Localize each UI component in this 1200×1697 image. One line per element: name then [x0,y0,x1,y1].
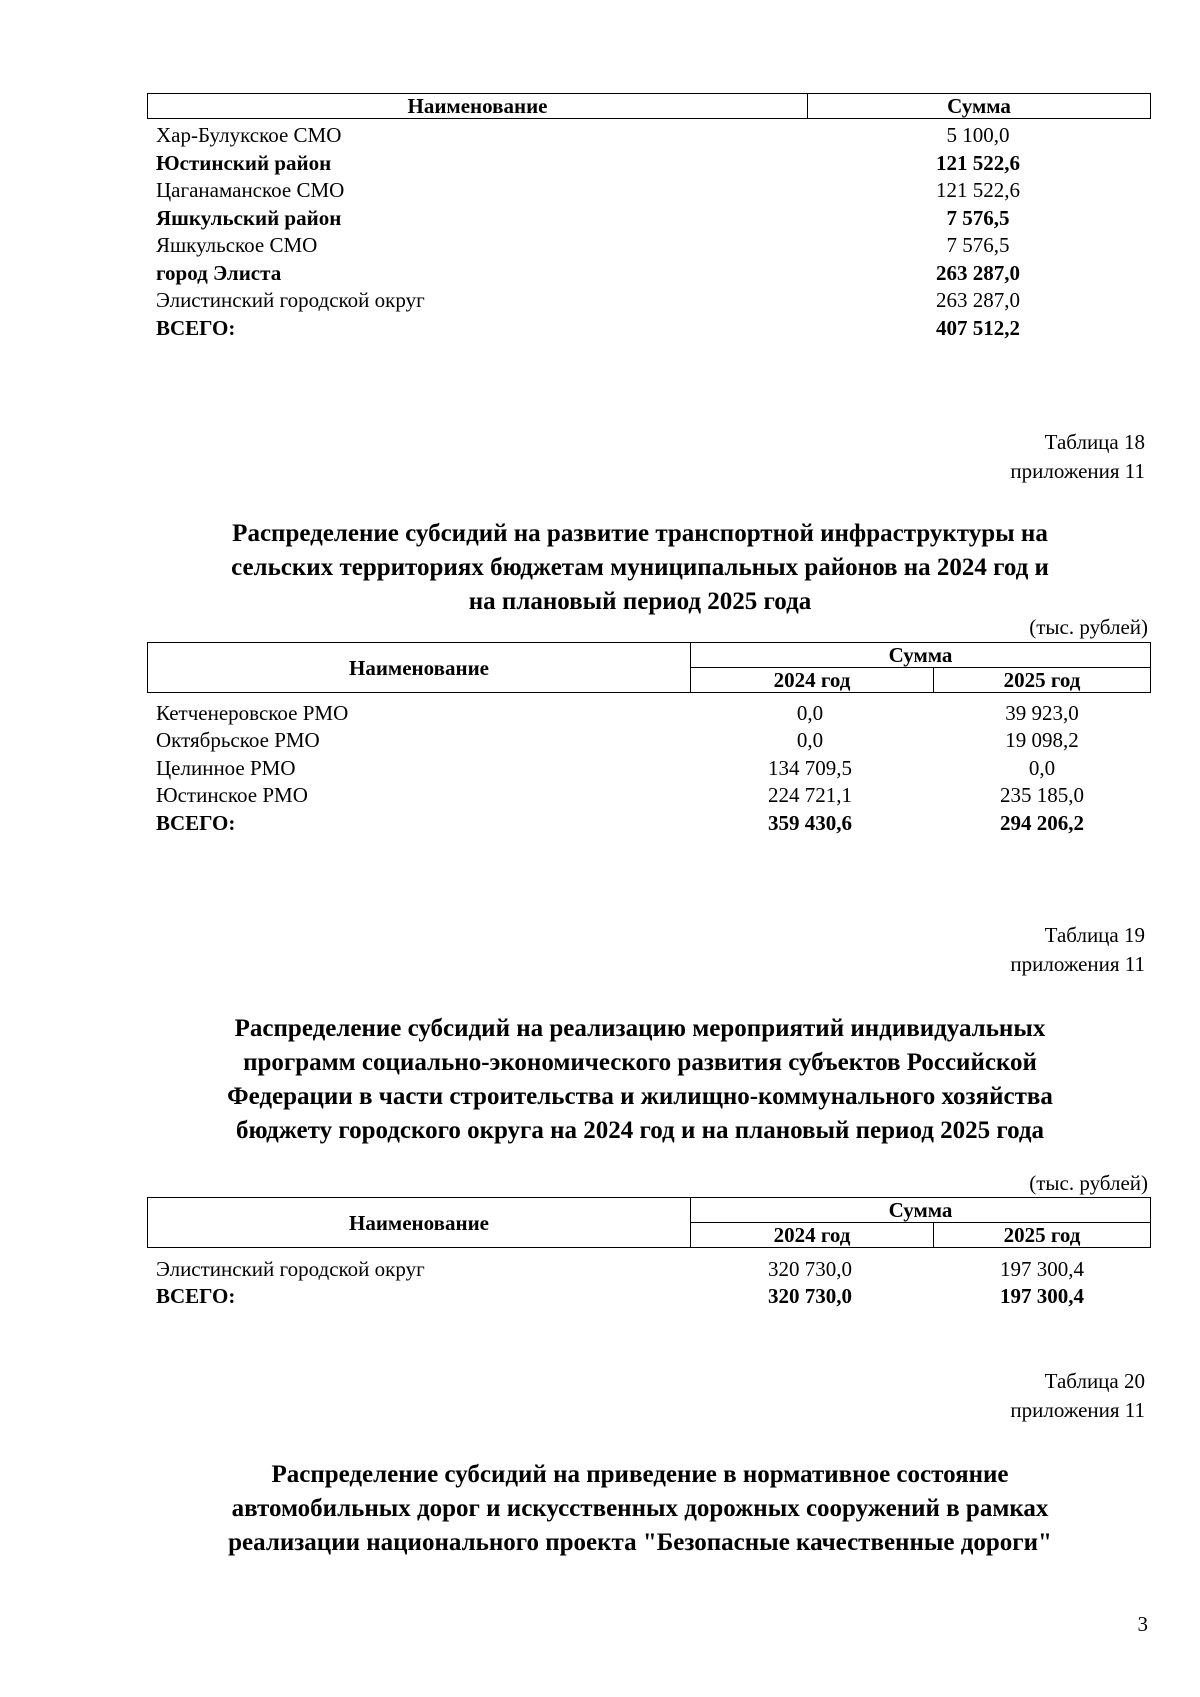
table-row [0,287,1200,314]
table19-header [147,1197,1151,1248]
table-row [0,755,1200,782]
table-row [0,260,1200,287]
row-value: 121 522,6 [936,151,1020,175]
table19-appendix: приложения 11 [1010,952,1145,976]
top-table-header [147,93,1151,119]
row-name: ВСЕГО: [156,1284,236,1308]
table-row [0,700,1200,727]
table19-header-2024: 2024 год [691,1223,934,1248]
table-row [0,1256,1200,1283]
table19-title [140,1012,1140,1148]
row-name: Элистинский городской округ [156,288,425,312]
table-row [0,122,1200,149]
row-value: 263 287,0 [936,261,1020,285]
title-line: автомобильных дорог и искусственных дорожных сооружений в рамках [231,1495,1049,1522]
table-row [0,150,1200,177]
table-row [0,232,1200,259]
row-name: Юстинское РМО [156,783,308,807]
title-line: реализации национального проекта "Безопасные качественные дороги" [228,1529,1052,1556]
row-value-2025: 0,0 [1028,756,1056,780]
table20-label: Таблица 20 [1044,1369,1145,1393]
table18-caption [1010,428,1145,486]
table19-label: Таблица 19 [1044,923,1145,947]
title-line: на плановый период 2025 года [468,588,812,615]
table-row [0,782,1200,809]
row-value: 121 522,6 [936,178,1020,202]
row-value: 7 576,5 [946,206,1010,230]
row-value: 263 287,0 [936,288,1020,312]
row-name: Элистинский городской округ [156,1257,425,1281]
top-header-sum: Сумма [808,94,1151,119]
table20-caption [1010,1367,1145,1425]
row-value-2024: 224 721,1 [768,783,852,807]
row-value-2024: 134 709,5 [768,756,852,780]
table19-caption [1010,921,1145,979]
title-line: Распределение субсидий на приведение в нормативное состояние [271,1461,1009,1488]
title-line: бюджету городского округа на 2024 год и на плановый период 2025 года [235,1117,1045,1144]
row-value-2024: 0,0 [796,728,824,752]
title-line: Федерации в части строительства и жилищно-коммунального хозяйства [227,1083,1053,1110]
table19-units: (тыс. рублей) [1029,1171,1148,1195]
table18-title [140,517,1140,619]
title-line: сельских территориях бюджетам муниципальных районов на 2024 год и [231,554,1049,581]
row-name: ВСЕГО: [156,811,236,835]
table18-units: (тыс. рублей) [1029,615,1148,639]
table-row [0,177,1200,204]
title-line: Распределение субсидий на реализацию мероприятий индивидуальных [234,1015,1046,1042]
row-value-2024: 320 730,0 [768,1257,852,1281]
table-row [0,315,1200,342]
row-name: Цаганаманское СМО [156,178,345,202]
row-name: Юстинский район [156,151,332,175]
title-line: Распределение субсидий на развитие транспортной инфраструктуры на [232,520,1048,547]
top-header-name: Наименование [148,94,808,119]
row-value-2025: 197 300,4 [1000,1284,1084,1308]
table-row [0,1283,1200,1310]
table19-header-sum: Сумма [691,1198,1151,1223]
row-value-2025: 197 300,4 [1000,1257,1084,1281]
row-value-2025: 39 923,0 [1005,701,1079,725]
table-row [0,205,1200,232]
row-name: Яшкульское СМО [156,233,318,257]
table-row [0,727,1200,754]
row-value-2024: 359 430,6 [768,811,852,835]
table20-appendix: приложения 11 [1010,1398,1145,1422]
table19-header-name: Наименование [148,1198,691,1248]
row-name: ВСЕГО: [156,316,236,340]
row-value-2025: 294 206,2 [1000,811,1084,835]
table18-label: Таблица 18 [1044,430,1145,454]
row-value-2025: 19 098,2 [1005,728,1079,752]
row-value: 5 100,0 [946,123,1010,147]
row-value-2024: 320 730,0 [768,1284,852,1308]
row-name: Кетченеровское РМО [156,701,349,725]
table19-header-2025: 2025 год [934,1223,1151,1248]
table18-header-2024: 2024 год [691,668,934,693]
page-number: 3 [1137,1612,1148,1636]
row-name: город Элиста [156,261,282,285]
row-name: Целинное РМО [156,756,296,780]
table20-title [140,1458,1140,1560]
row-value-2024: 0,0 [796,701,824,725]
table18-header-2025: 2025 год [934,668,1151,693]
row-value: 407 512,2 [936,316,1020,340]
table18-header-name: Наименование [148,643,691,693]
row-value-2025: 235 185,0 [1000,783,1084,807]
row-name: Октябрьское РМО [156,728,320,752]
row-name: Яшкульский район [156,206,342,230]
row-name: Хар-Булукское СМО [156,123,342,147]
table18-header-sum: Сумма [691,643,1151,668]
table18-header [147,642,1151,693]
row-value: 7 576,5 [946,233,1010,257]
table-row [0,810,1200,837]
title-line: программ социально-экономического развития субъектов Российской [243,1049,1037,1076]
table18-appendix: приложения 11 [1010,459,1145,483]
